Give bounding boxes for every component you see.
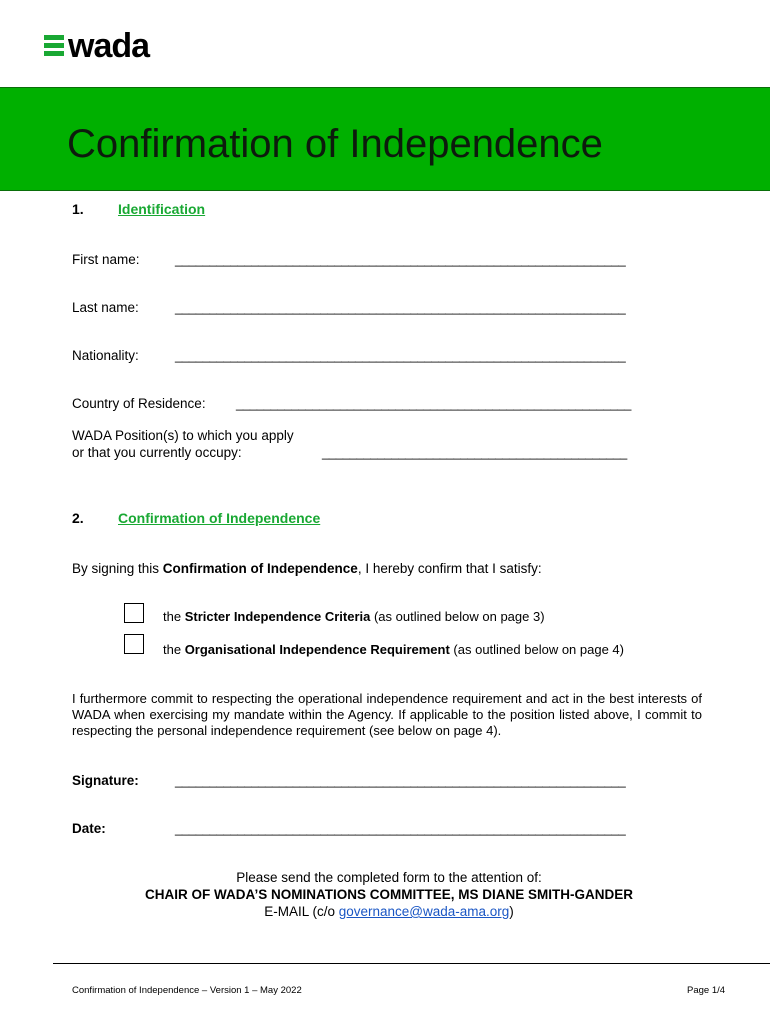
first-name-field[interactable]: _________________________________________________________________: [175, 252, 626, 267]
first-name-label: First name:: [72, 252, 140, 267]
intro-bold: Confirmation of Independence: [162, 561, 358, 576]
option-1-bold: Stricter Independence Criteria: [184, 609, 371, 624]
footer-divider: [53, 963, 770, 964]
section-2-title: Confirmation of Independence: [118, 510, 321, 526]
option-2-pre: the: [163, 642, 185, 657]
position-field[interactable]: ____________________________________________: [322, 445, 627, 460]
nationality-label: Nationality:: [72, 348, 139, 363]
email-link[interactable]: governance@wada-ama.org: [338, 904, 510, 919]
intro-post: , I hereby confirm that I satisfy:: [357, 561, 542, 576]
section-1-title: Identification: [118, 201, 206, 217]
logo-text: wada: [68, 27, 150, 65]
last-name-label: Last name:: [72, 300, 139, 315]
stricter-criteria-option: [163, 609, 545, 624]
confirmation-intro: [72, 561, 542, 576]
footer-page-number: Page 1/4: [687, 985, 726, 996]
organisational-requirement-checkbox[interactable]: [124, 634, 144, 654]
position-label-line-2: or that you currently occupy:: [72, 445, 242, 460]
nationality-field[interactable]: _________________________________________________________________: [175, 348, 626, 363]
country-of-residence-label: Country of Residence:: [72, 396, 206, 411]
section-2-number: 2.: [72, 510, 84, 526]
send-instructions: Please send the completed form to the attention of:: [236, 870, 542, 885]
position-label-line-1: WADA Position(s) to which you apply: [72, 428, 294, 443]
option-2-bold: Organisational Independence Requirement: [184, 642, 450, 657]
signature-field[interactable]: _________________________________________________________________: [175, 773, 626, 788]
send-email-line: [0, 904, 770, 919]
organisational-requirement-option: [163, 642, 624, 657]
wada-logo-icon: [44, 35, 64, 57]
page-title: Confirmation of Independence: [67, 122, 603, 166]
footer-document-version: Confirmation of Independence – Version 1 – May 2022: [72, 985, 302, 996]
country-of-residence-field[interactable]: _________________________________________________________: [236, 396, 632, 411]
title-banner: [0, 87, 770, 191]
send-recipient: CHAIR OF WADA’S NOMINATIONS COMMITTEE, MS DIANE SMITH-GANDER: [145, 887, 633, 902]
option-1-post: (as outlined below on page 3): [370, 609, 545, 624]
option-2-post: (as outlined below on page 4): [449, 642, 624, 657]
last-name-field[interactable]: _________________________________________________________________: [175, 300, 626, 315]
date-label: Date:: [72, 821, 106, 836]
signature-label: Signature:: [72, 773, 139, 788]
intro-pre: By signing this: [72, 561, 163, 576]
commitment-paragraph: I furthermore commit to respecting the operational independence requirement and act in the best interests of WADA when exercising my mandate within the Agency. If applicable to the position listed above, I commit to respecting the personal independence requirement (see below on page 4).: [72, 691, 702, 738]
stricter-criteria-checkbox[interactable]: [124, 603, 144, 623]
email-suffix: ): [509, 904, 514, 919]
date-field[interactable]: _________________________________________________________________: [175, 821, 626, 836]
section-1-number: 1.: [72, 201, 84, 217]
option-1-pre: the: [163, 609, 185, 624]
wada-logo: [44, 27, 150, 65]
email-prefix: E-MAIL (c/o: [264, 904, 339, 919]
